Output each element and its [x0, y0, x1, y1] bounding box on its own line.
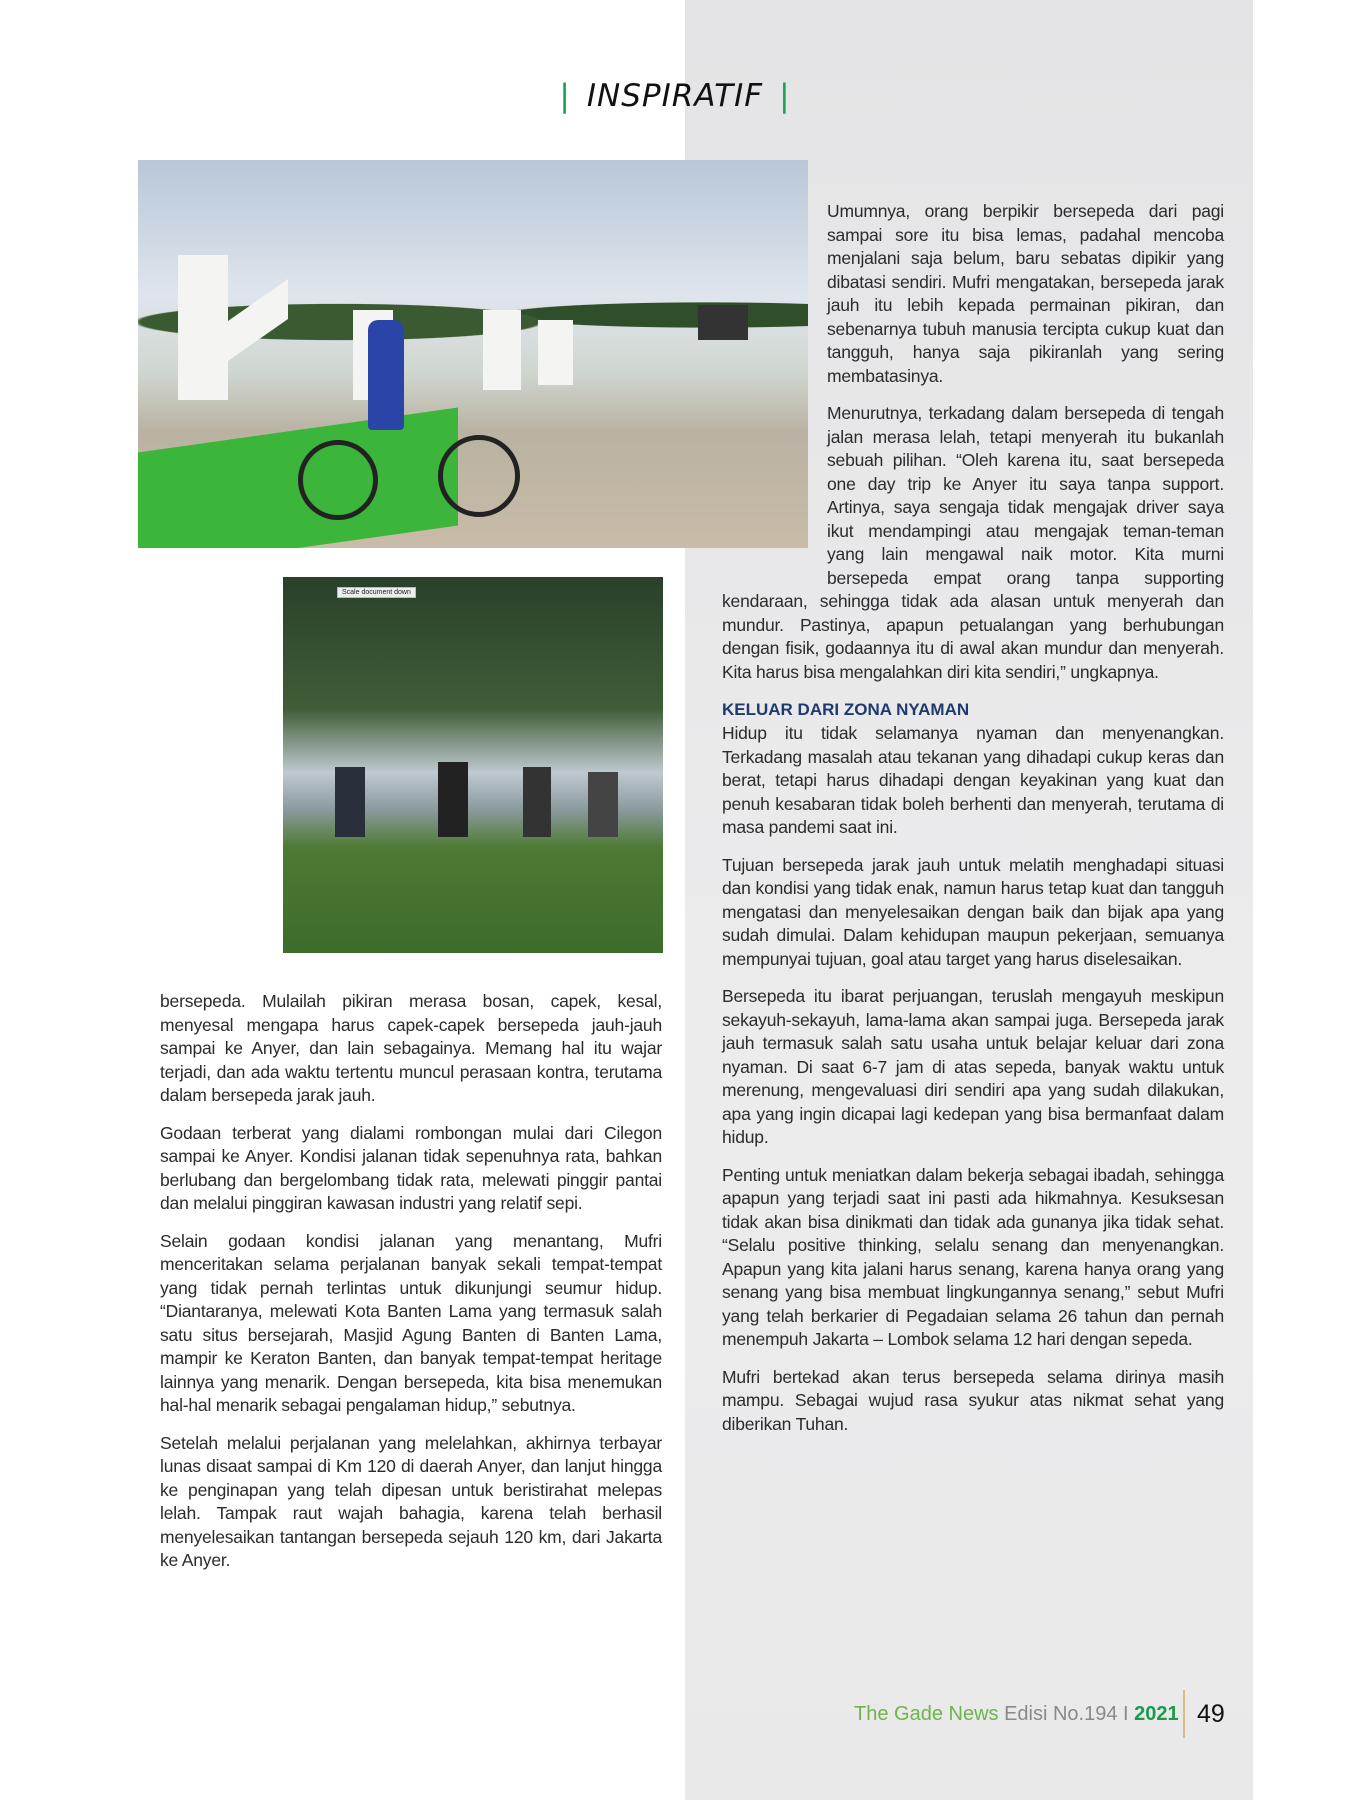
paragraph: Godaan terberat yang dialami rombongan mulai dari Cilegon sampai ke Anyer. Kondisi jalanan tidak sepenuhnya rata, bahkan berlubang dan bergelombang tidak rata, melewati pinggir pantai dan melalui pinggiran kawasan industri yang relatif sepi. — [160, 1122, 662, 1213]
person — [335, 767, 365, 837]
bike-wheel-rear — [298, 440, 378, 520]
paragraph: Mufri bertekad akan terus bersepeda selama dirinya masih mampu. Sebagai wujud rasa syukur atas nikmat sehat yang diberikan Tuhan. — [722, 1366, 1224, 1434]
section-title — [0, 78, 1350, 114]
section-label: INSPIRATIF — [586, 78, 764, 114]
paragraph: Selain godaan kondisi jalanan yang menantang, Mufri menceritakan selama perjalanan banyak sekali tempat-tempat yang tidak pernah terlintas untuk dikunjungi seumur hidup. “Diantaranya, melewati Kota Banten Lama yang termasuk salah satu situs bersejarah, Masjid Agung Banten di Banten Lama, mampir ke Keraton Banten, dan banyak tempat-tempat heritage lainnya yang menarik. Dengan bersepeda, kita bisa menemukan hal-hal menarik sebagai pengalaman hidup,” sebutnya. — [160, 1230, 662, 1415]
person — [438, 762, 468, 837]
right-column — [722, 200, 1224, 1450]
paragraph: Setelah melalui perjalanan yang melelahkan, akhirnya terbayar lunas disaat sampai di Km 120 di daerah Anyer, dan lanjut hingga ke penginapan yang telah dipesan untuk beristirahat melepas lelah. Tampak raut wajah bahagia, karena telah berhasil menyelesaikan tantangan bersepeda sejauh 120 km, dari Jakarta ke Anyer. — [160, 1432, 662, 1570]
paragraph: Bersepeda itu ibarat perjuangan, teruslah mengayuh meskipun sekayuh-sekayuh, lama-lama akan sampai juga. Bersepeda jarak jauh termasuk salah satu usaha untuk belajar keluar dari zona nyaman. Di saat 6-7 jam di atas sepeda, banyak waktu untuk merenung, mengevaluasi diri sendiri apa yang sudah dilakukan, apa yang ingin dicapai lagi kedepan yang bisa bermanfaat dalam hidup. — [722, 986, 1224, 1147]
edition: Edisi No.194 — [1004, 1703, 1118, 1725]
photo-cyclist-keraton — [138, 160, 808, 548]
cyclist — [368, 320, 404, 430]
separator: I — [1123, 1703, 1129, 1725]
paragraph: Menurutnya, terkadang dalam bersepeda di tengah jalan merasa lelah, tetapi menyerah itu bukanlah sebuah pilihan. “Oleh karena itu, saat bersepeda one day trip ke Anyer itu saya tanpa support. Artinya, saya sengaja tidak mengajak driver saya ikut mendampingi atau mengajak teman-teman yang lain mengawal naik motor. Kita murni bersepeda empat orang tanpa supporting kendaraan, sehingga tidak ada alasan untuk menyerah dan mundur. Pastinya, apapun petualangan yang berhubungan dengan fisik, godaannya itu di awal akan mundur dan menyerah. Kita harus bisa mengalahkan diri kita sendiri,” ungkapnya. — [722, 403, 1224, 682]
paragraph: Penting untuk meniatkan dalam bekerja sebagai ibadah, sehingga apapun yang terjadi saat ini pasti ada hikmahnya. Kesuksesan tidak akan bisa dinikmati dan tidak ada gunanya jika tidak sehat. “Selalu positive thinking, selalu senang dan menyenangkan. Apapun yang kita jalani harus senang, karena hanya orang yang senang yang bisa membuat lingkungannya senang,” sebut Mufri yang telah berkarier di Pegadaian selama 26 tahun dan pernah menempuh Jakarta – Lombok selama 12 hari dengan sepeda. — [722, 1164, 1224, 1349]
letter-r — [483, 310, 521, 390]
paragraph: bersepeda. Mulailah pikiran merasa bosan, capek, kesal, menyesal mengapa harus capek-capek bersepeda jauh-jauh sampai ke Anyer, dan lain sebagainya. Memang hal itu wajar terjadi, dan ada waktu tertentu muncul perasaan kontra, terutama dalam bersepeda jarak jauh. — [160, 991, 662, 1105]
letter-a — [538, 320, 573, 385]
tooltip: Scale document down — [337, 587, 416, 598]
bike-wheel-front — [438, 435, 520, 517]
footer-divider — [1183, 1690, 1185, 1738]
person — [588, 772, 618, 837]
title-bar-left: | — [559, 78, 571, 114]
year: 2021 — [1134, 1703, 1179, 1725]
paragraph: Hidup itu tidak selamanya nyaman dan menyenangkan. Terkadang masalah atau tekanan yang dihadapi cukup keras dan berat, tetapi harus dihadapi dengan keyakinan yang kuat dan penuh kesabaran tidak boleh berhenti dan menyerah, terutama di masa pandemi saat ini. — [722, 723, 1224, 837]
person — [523, 767, 551, 837]
footer-publication — [854, 1703, 1179, 1726]
photo-group-cyclists — [283, 577, 663, 953]
page-number: 49 — [1197, 1700, 1225, 1728]
title-bar-right: | — [779, 78, 791, 114]
letter-k — [178, 255, 228, 400]
brand-name: The Gade News — [854, 1703, 999, 1725]
paragraph: Tujuan bersepeda jarak jauh untuk melatih menghadapi situasi dan kondisi yang tidak enak, namun harus tetap kuat dan tangguh mengatasi dan menyelesaikan dengan baik dan bijak apa yang sudah dimulai. Dalam kehidupan maupun pekerjaan, semuanya mempunyai tujuan, goal atau target yang harus diselesaikan. — [722, 854, 1224, 969]
paragraph: Umumnya, orang berpikir bersepeda dari pagi sampai sore itu bisa lemas, padahal mencoba menjalani saja belum, baru sebatas dipikir yang dibatasi sendiri. Mufri mengatakan, bersepeda jarak jauh itu lebih kepada permainan pikiran, dan sebenarnya tubuh manusia tercipta cukup kuat dan tangguh, hanya saja pikiranlah yang sering membatasinya. — [827, 201, 1224, 386]
subheading: KELUAR DARI ZONA NYAMAN — [722, 700, 970, 719]
left-column — [160, 990, 662, 1587]
